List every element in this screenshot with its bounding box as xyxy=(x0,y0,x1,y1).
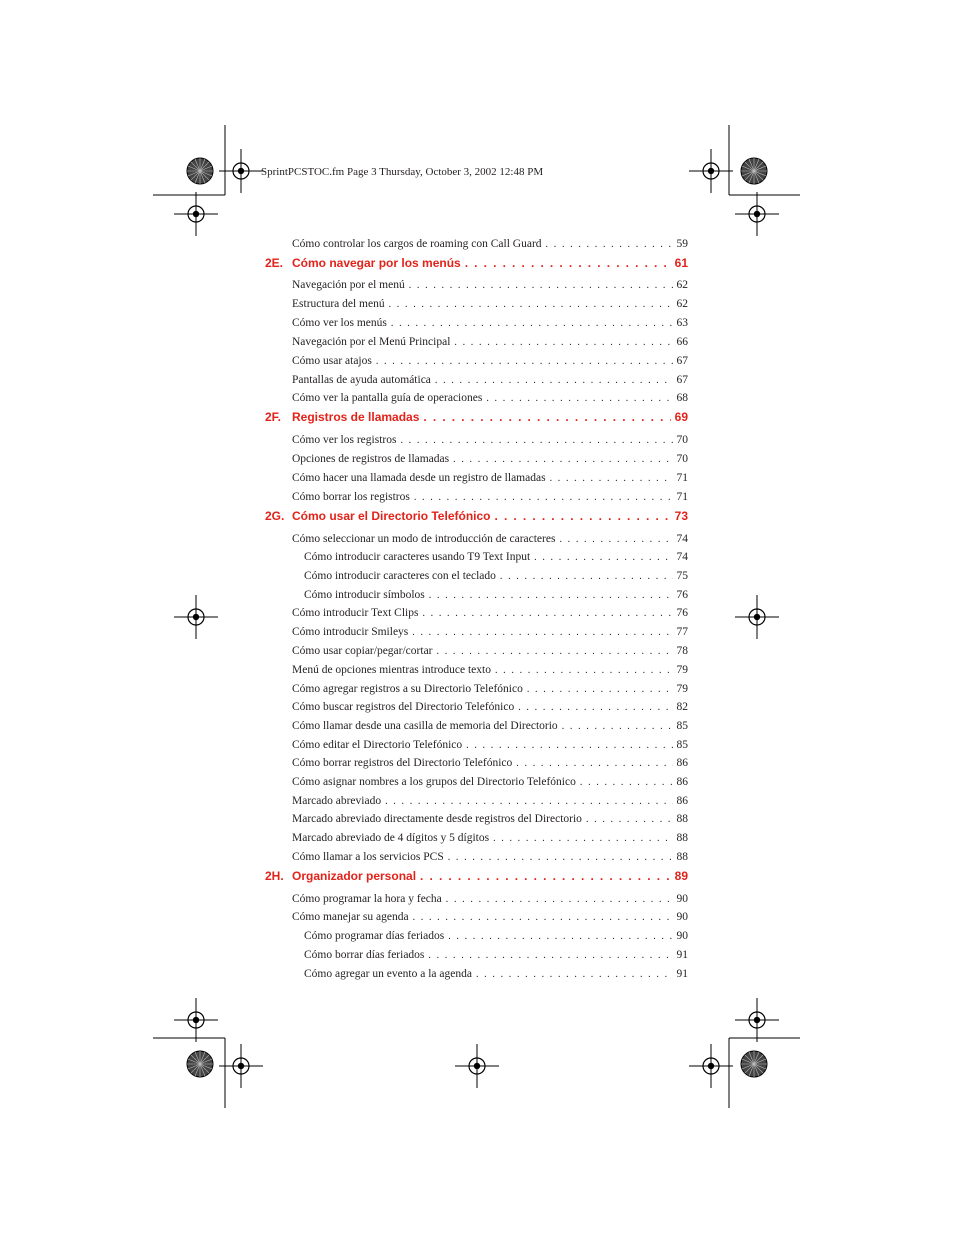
page-number: 88 xyxy=(676,813,688,825)
chapter-number: 2F. xyxy=(265,410,282,424)
toc-entry[interactable] xyxy=(292,737,688,754)
page-number: 88 xyxy=(676,832,688,844)
dot-leader xyxy=(516,756,672,772)
dot-leader xyxy=(413,910,673,926)
dot-leader xyxy=(559,532,672,548)
toc-chapter[interactable] xyxy=(265,255,688,271)
entry-title: Cómo usar copiar/pegar/cortar xyxy=(292,645,433,657)
entry-title: Cómo editar el Directorio Telefónico xyxy=(292,739,463,751)
dot-leader xyxy=(385,794,672,810)
entry-title: Cómo borrar días feriados xyxy=(304,949,425,961)
entry-title: Cómo agregar registros a su Directorio Telefónico xyxy=(292,683,523,695)
page-number: 90 xyxy=(676,911,688,923)
page-number: 90 xyxy=(676,930,688,942)
toc-entry[interactable] xyxy=(304,587,688,604)
toc-entry[interactable] xyxy=(304,549,688,566)
toc-entry[interactable] xyxy=(292,681,688,698)
dot-leader xyxy=(400,433,672,449)
dot-leader xyxy=(391,316,673,332)
entry-title: Cómo ver la pantalla guía de operaciones xyxy=(292,392,483,404)
chapter-title: Organizador personal xyxy=(292,869,417,883)
page-number: 79 xyxy=(676,683,688,695)
toc-entry[interactable] xyxy=(292,793,688,810)
toc-entry[interactable] xyxy=(292,891,688,908)
page-number: 71 xyxy=(676,491,688,503)
entry-title: Cómo introducir caracteres usando T9 Text Input xyxy=(304,551,531,563)
dot-leader xyxy=(534,550,672,566)
dot-leader xyxy=(423,409,670,425)
dot-leader xyxy=(494,508,670,524)
entry-title: Cómo llamar desde una casilla de memoria del Directorio xyxy=(292,720,558,732)
dot-leader xyxy=(389,297,673,313)
toc-entry[interactable] xyxy=(292,296,688,313)
entry-title: Marcado abreviado de 4 dígitos y 5 dígitos xyxy=(292,832,490,844)
page-number: 73 xyxy=(674,509,688,523)
page-number: 76 xyxy=(676,589,688,601)
dot-leader xyxy=(586,812,673,828)
page-number: 88 xyxy=(676,851,688,863)
toc-chapter[interactable] xyxy=(265,868,688,884)
entry-title: Cómo ver los registros xyxy=(292,434,397,446)
toc-entry[interactable] xyxy=(292,451,688,468)
page-number: 78 xyxy=(676,645,688,657)
dot-leader xyxy=(446,892,673,908)
toc-entry[interactable] xyxy=(292,432,688,449)
toc-entry[interactable] xyxy=(292,662,688,679)
entry-title: Cómo asignar nombres a los grupos del Directorio Telefónico xyxy=(292,776,576,788)
page-number: 68 xyxy=(676,392,688,404)
chapter-title: Registros de llamadas xyxy=(292,410,420,424)
entry-title: Cómo ver los menús xyxy=(292,317,387,329)
toc-entry[interactable] xyxy=(304,568,688,585)
toc-chapter[interactable] xyxy=(265,508,688,524)
page-number: 85 xyxy=(676,720,688,732)
dot-leader xyxy=(376,354,673,370)
entry-title: Cómo llamar a los servicios PCS xyxy=(292,851,444,863)
toc-entry[interactable] xyxy=(292,718,688,735)
dot-leader xyxy=(465,255,671,271)
toc-entry[interactable] xyxy=(304,928,688,945)
dot-leader xyxy=(448,929,672,945)
dot-leader xyxy=(580,775,673,791)
chapter-number: 2E. xyxy=(265,256,284,270)
toc-entry[interactable] xyxy=(292,699,688,716)
toc-entry[interactable] xyxy=(292,849,688,866)
entry-title: Estructura del menú xyxy=(292,298,385,310)
toc-entry[interactable] xyxy=(292,334,688,351)
toc-entry[interactable] xyxy=(304,966,688,983)
page-number: 79 xyxy=(676,664,688,676)
dot-leader xyxy=(453,452,672,468)
page-number: 62 xyxy=(676,298,688,310)
page-number: 61 xyxy=(674,256,688,270)
entry-title: Navegación por el Menú Principal xyxy=(292,336,451,348)
toc-entry[interactable] xyxy=(292,909,688,926)
entry-title: Marcado abreviado directamente desde registros del Directorio xyxy=(292,813,582,825)
dot-leader xyxy=(493,831,672,847)
page-number: 69 xyxy=(674,410,688,424)
dot-leader xyxy=(435,373,673,389)
dot-leader xyxy=(476,967,673,983)
chapter-title: Cómo usar el Directorio Telefónico xyxy=(292,509,491,523)
page-number: 74 xyxy=(676,533,688,545)
dot-leader xyxy=(527,682,673,698)
dot-leader xyxy=(550,471,673,487)
entry-title: Cómo borrar los registros xyxy=(292,491,410,503)
entry-title: Marcado abreviado xyxy=(292,795,382,807)
dot-leader xyxy=(420,868,671,884)
dot-leader xyxy=(486,391,672,407)
entry-title: Cómo manejar su agenda xyxy=(292,911,409,923)
entry-title: Cómo seleccionar un modo de introducción de caracteres xyxy=(292,533,556,545)
dot-leader xyxy=(409,278,673,294)
entry-title: Navegación por el menú xyxy=(292,279,405,291)
toc-entry[interactable] xyxy=(292,755,688,772)
entry-title: Cómo borrar registros del Directorio Telefónico xyxy=(292,757,513,769)
page-number: 71 xyxy=(676,472,688,484)
page-number: 82 xyxy=(676,701,688,713)
page-number: 76 xyxy=(676,607,688,619)
page-number: 67 xyxy=(676,355,688,367)
page-number: 62 xyxy=(676,279,688,291)
dot-leader xyxy=(466,738,672,754)
page-number: 59 xyxy=(676,238,688,250)
dot-leader xyxy=(495,663,673,679)
dot-leader xyxy=(428,948,672,964)
dot-leader xyxy=(454,335,672,351)
entry-title: Cómo agregar un evento a la agenda xyxy=(304,968,472,980)
toc-chapter[interactable] xyxy=(265,409,688,425)
chapter-number: 2H. xyxy=(265,869,284,883)
toc-entry[interactable] xyxy=(292,372,688,389)
toc-entry[interactable] xyxy=(292,830,688,847)
toc-entry[interactable] xyxy=(292,277,688,294)
toc-entry[interactable] xyxy=(292,353,688,370)
dot-leader xyxy=(518,700,672,716)
page-number: 86 xyxy=(676,757,688,769)
chapter-number: 2G. xyxy=(265,509,285,523)
entry-title: Cómo buscar registros del Directorio Telefónico xyxy=(292,701,515,713)
page-number: 66 xyxy=(676,336,688,348)
toc-entry[interactable] xyxy=(292,236,688,253)
page-number: 63 xyxy=(676,317,688,329)
toc-entry[interactable] xyxy=(292,643,688,660)
dot-leader xyxy=(437,644,673,660)
page-number: 90 xyxy=(676,893,688,905)
entry-title: Cómo hacer una llamada desde un registro de llamadas xyxy=(292,472,546,484)
toc-entry[interactable] xyxy=(292,605,688,622)
entry-title: Cómo introducir caracteres con el teclado xyxy=(304,570,496,582)
toc-entry[interactable] xyxy=(292,774,688,791)
page-number: 91 xyxy=(676,968,688,980)
page-number: 85 xyxy=(676,739,688,751)
chapter-title: Cómo navegar por los menús xyxy=(292,256,461,270)
entry-title: Cómo introducir símbolos xyxy=(304,589,425,601)
dot-leader xyxy=(500,569,673,585)
page-number: 86 xyxy=(676,776,688,788)
toc-entry[interactable] xyxy=(292,489,688,506)
dot-leader xyxy=(448,850,673,866)
toc-entry[interactable] xyxy=(292,811,688,828)
entry-title: Cómo programar la hora y fecha xyxy=(292,893,442,905)
page-number: 86 xyxy=(676,795,688,807)
page-number: 77 xyxy=(676,626,688,638)
page-number: 70 xyxy=(676,434,688,446)
entry-title: Pantallas de ayuda automática xyxy=(292,374,431,386)
page-number: 70 xyxy=(676,453,688,465)
dot-leader xyxy=(412,625,672,641)
entry-title: Cómo programar días feriados xyxy=(304,930,445,942)
page-number: 89 xyxy=(674,869,688,883)
entry-title: Cómo usar atajos xyxy=(292,355,372,367)
toc-entry[interactable] xyxy=(292,624,688,641)
file-slug-header: SprintPCSTOC.fm Page 3 Thursday, October 3, 2002 12:48 PM xyxy=(261,166,544,178)
dot-leader xyxy=(414,490,673,506)
dot-leader xyxy=(429,588,673,604)
entry-title: Menú de opciones mientras introduce texto xyxy=(292,664,491,676)
toc-entry[interactable] xyxy=(292,531,688,548)
page-number: 74 xyxy=(676,551,688,563)
toc-entry[interactable] xyxy=(304,947,688,964)
entry-title: Cómo introducir Smileys xyxy=(292,626,409,638)
entry-title: Opciones de registros de llamadas xyxy=(292,453,450,465)
page-number: 67 xyxy=(676,374,688,386)
entry-title: Cómo introducir Text Clips xyxy=(292,607,419,619)
toc-entry[interactable] xyxy=(292,315,688,332)
dot-leader xyxy=(546,237,673,253)
dot-leader xyxy=(562,719,673,735)
page-number: 91 xyxy=(676,949,688,961)
toc-entry[interactable] xyxy=(292,470,688,487)
entry-title: Cómo controlar los cargos de roaming con Call Guard xyxy=(292,238,542,250)
dot-leader xyxy=(422,606,672,622)
toc-entry[interactable] xyxy=(292,390,688,407)
page-number: 75 xyxy=(676,570,688,582)
